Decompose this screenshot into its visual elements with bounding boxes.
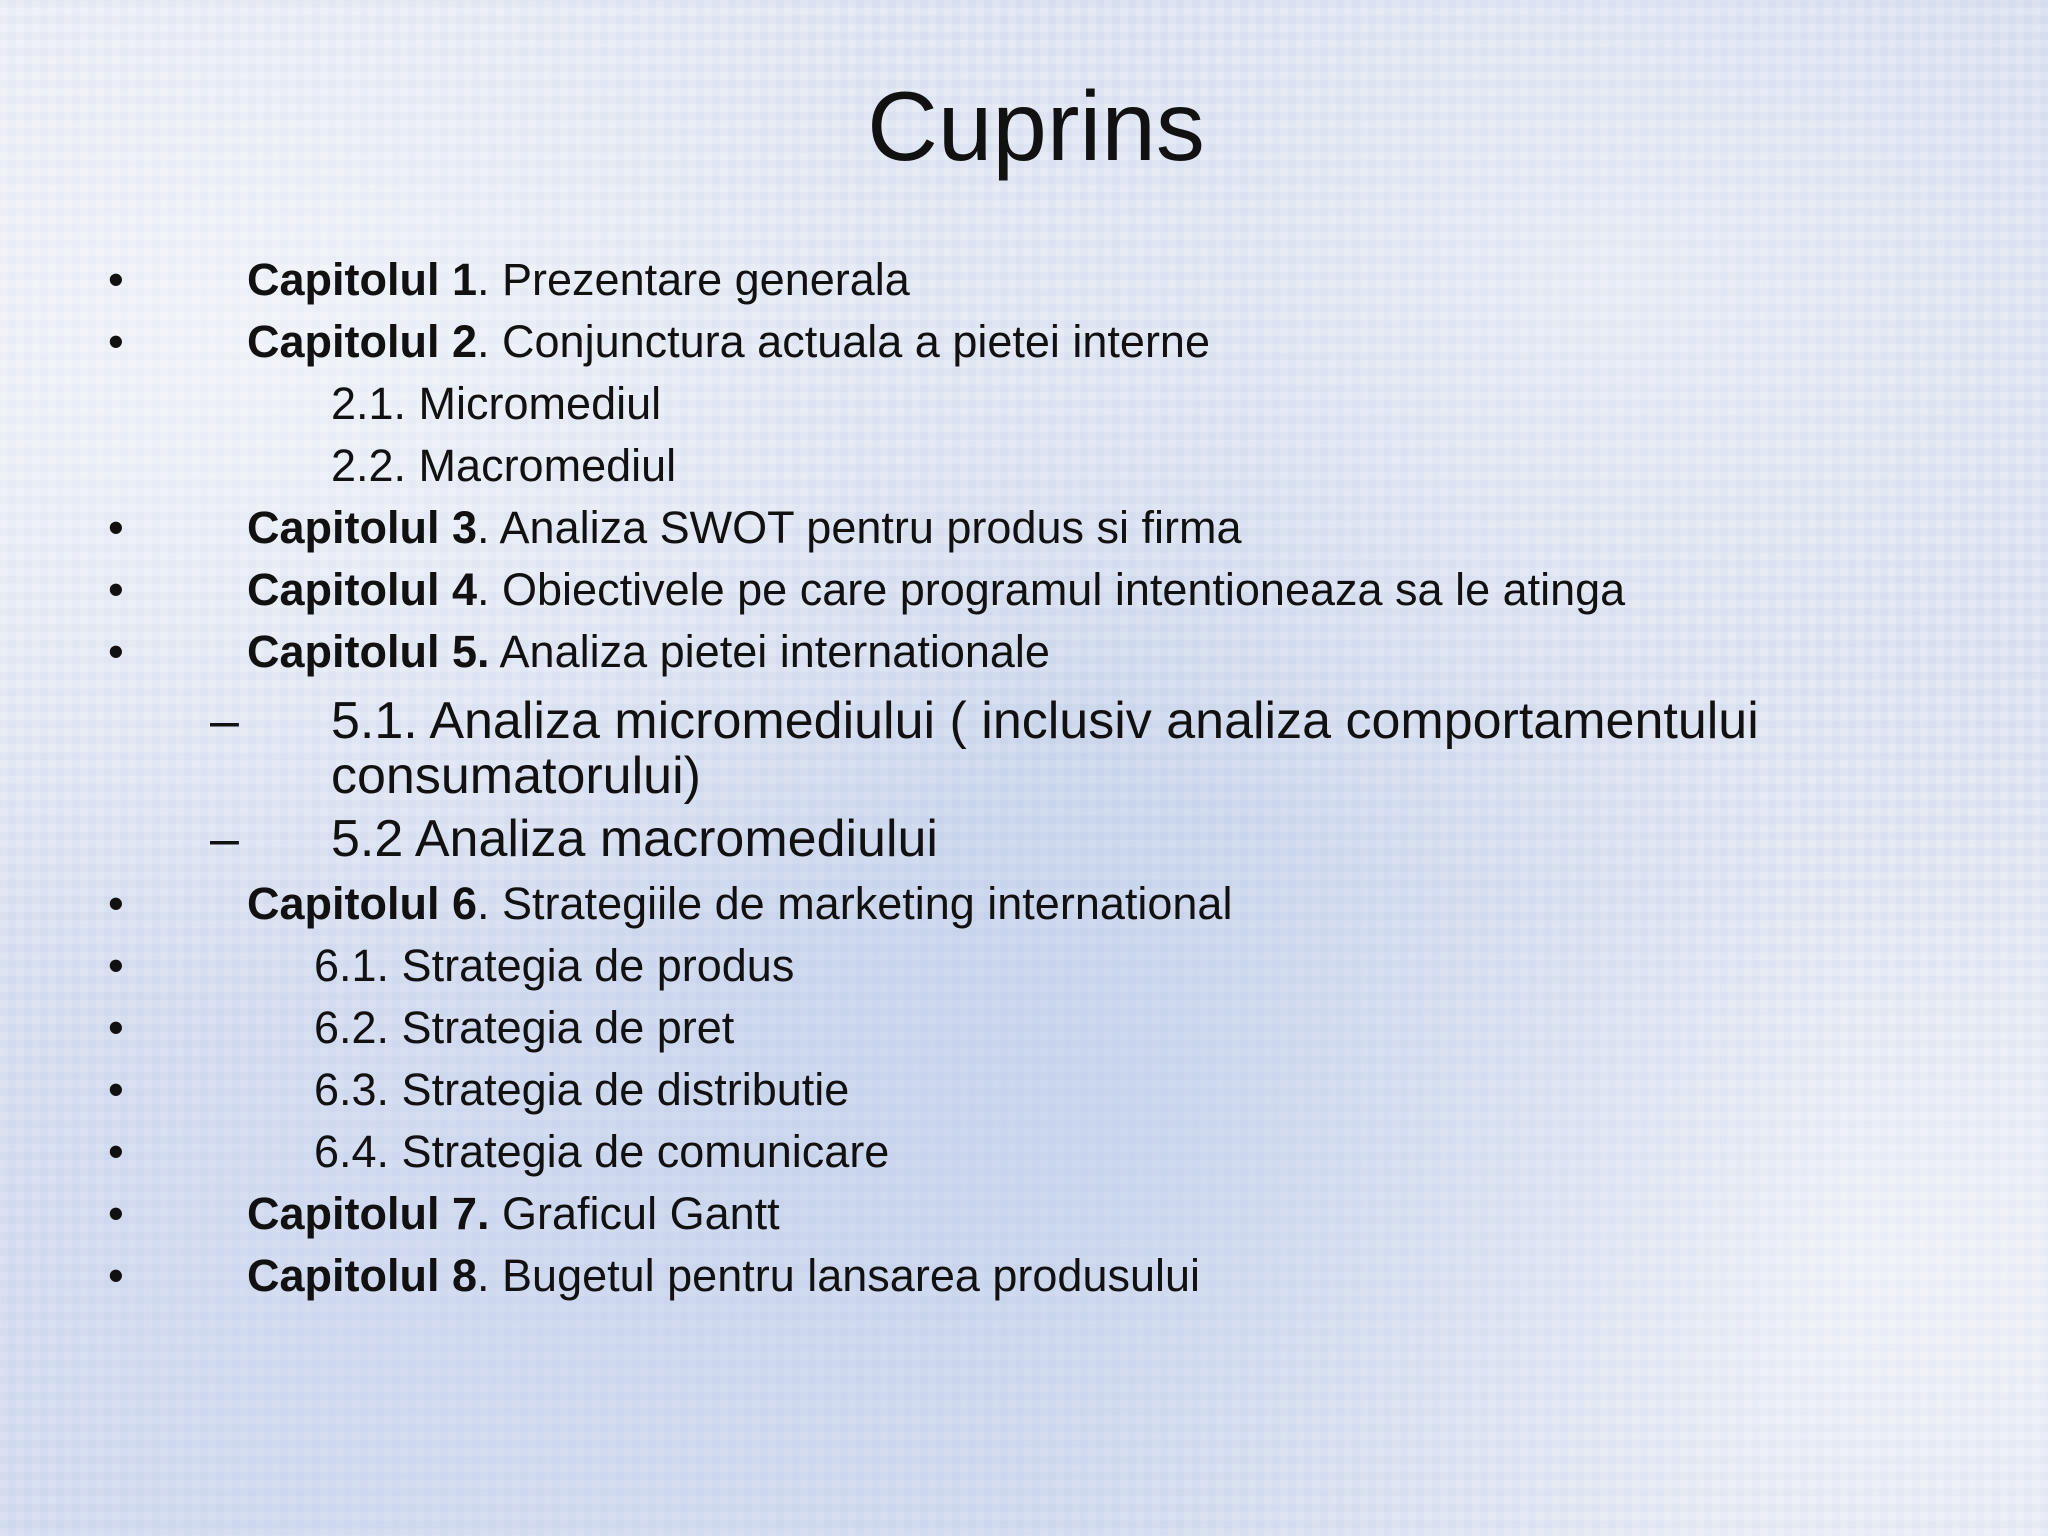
chapter-label: Capitolul 8 xyxy=(247,1250,478,1301)
separator: . xyxy=(477,502,500,553)
chapter-label: Capitolul 4 xyxy=(247,564,478,615)
subitem-title: 6.4. Strategia de comunicare xyxy=(314,1126,890,1177)
subitem-title-continuation: consumatorului) xyxy=(331,747,701,805)
subitem-title: 6.2. Strategia de pret xyxy=(314,1002,735,1053)
toc-item-text xyxy=(247,874,1232,934)
toc-item-text xyxy=(247,1246,1200,1306)
separator: . xyxy=(477,254,503,305)
toc-item-text xyxy=(247,250,910,310)
chapter-title: Analiza pietei internationale xyxy=(499,626,1050,677)
subitem-title: 6.1. Strategia de produs xyxy=(314,940,795,991)
dash-marker: – xyxy=(210,692,239,750)
bullet-marker: • xyxy=(108,1188,124,1239)
chapter-title: Prezentare generala xyxy=(502,254,910,305)
chapter-title: Bugetul pentru lansarea produsului xyxy=(502,1250,1201,1301)
bullet-marker: • xyxy=(108,626,124,677)
bullet-marker: • xyxy=(108,878,124,929)
separator xyxy=(490,1188,503,1239)
subitem-title: 2.1. Micromediul xyxy=(331,378,662,429)
chapter-title: Conjunctura actuala a pietei interne xyxy=(502,316,1210,367)
chapter-title: Strategiile de marketing international xyxy=(502,878,1233,929)
separator: . xyxy=(477,316,503,367)
toc-item-text xyxy=(247,622,1050,682)
slide-title: Cuprins xyxy=(867,71,1205,181)
separator: . xyxy=(477,878,503,929)
bullet-marker: • xyxy=(108,1250,124,1301)
separator: . xyxy=(477,564,503,615)
chapter-label: Capitolul 5. xyxy=(247,626,490,677)
chapter-label: Capitolul 7. xyxy=(247,1188,490,1239)
bullet-marker: • xyxy=(108,940,124,991)
toc-item-text xyxy=(247,1184,780,1244)
chapter-label: Capitolul 3 xyxy=(247,502,478,553)
subitem-title: 6.3. Strategia de distributie xyxy=(314,1064,850,1115)
toc-item-text xyxy=(247,560,1625,620)
chapter-title: Obiectivele pe care programul intentioneaza sa le atinga xyxy=(502,564,1626,615)
bullet-marker: • xyxy=(108,1002,124,1053)
bullet-marker: • xyxy=(108,254,124,305)
toc-item-text xyxy=(247,498,1242,558)
separator xyxy=(490,626,500,677)
bullet-marker: • xyxy=(108,502,124,553)
subitem-title: 5.1. Analiza micromediului ( inclusiv analiza comportamentului xyxy=(331,692,1759,750)
chapter-title: Graficul Gantt xyxy=(502,1188,780,1239)
chapter-label: Capitolul 6 xyxy=(247,878,478,929)
chapter-label: Capitolul 2 xyxy=(247,316,478,367)
bullet-marker: • xyxy=(108,1126,124,1177)
bullet-marker: • xyxy=(108,1064,124,1115)
bullet-marker: • xyxy=(108,564,124,615)
toc-item-text xyxy=(247,312,1210,372)
chapter-label: Capitolul 1 xyxy=(247,254,478,305)
chapter-title: Analiza SWOT pentru produs si firma xyxy=(499,502,1242,553)
dash-marker: – xyxy=(210,810,239,868)
separator: . xyxy=(477,1250,503,1301)
bullet-marker: • xyxy=(108,316,124,367)
subitem-title: 2.2. Macromediul xyxy=(331,440,677,491)
subitem-title: 5.2 Analiza macromediului xyxy=(331,810,938,868)
